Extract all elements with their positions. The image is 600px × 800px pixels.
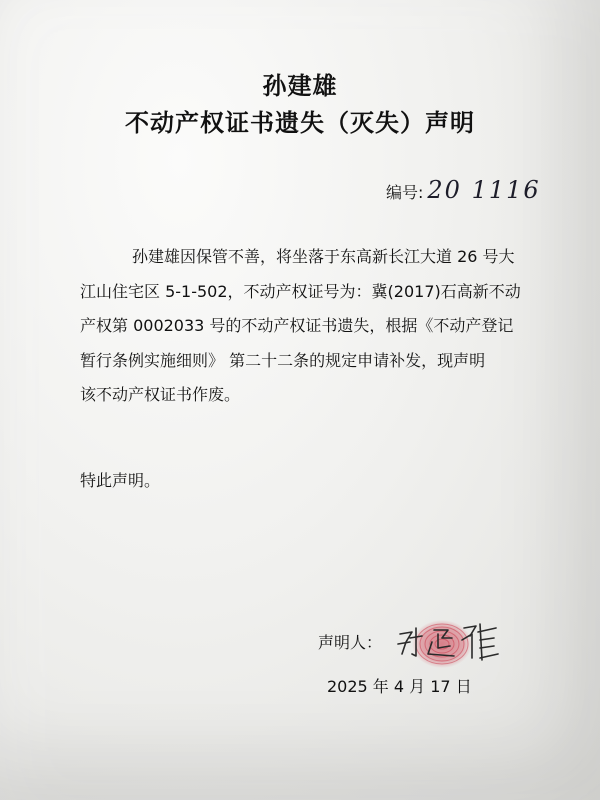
body-line: 产权第 0002033 号的不动产权证书遗失，根据《不动产登记 bbox=[80, 316, 514, 335]
body-line: 孙建雄因保管不善，将坐落于东高新长江大道 26 号大 bbox=[132, 247, 515, 266]
serial-handwritten-value: 20 1116 bbox=[427, 176, 541, 204]
declaration-body bbox=[80, 240, 535, 413]
signature-block bbox=[392, 614, 512, 676]
handwritten-signature bbox=[392, 614, 512, 676]
closing-statement: 特此声明。 bbox=[80, 471, 161, 490]
body-line: 江山住宅区 5-1-502，不动产权证号为：冀(2017)石高新不动 bbox=[80, 281, 521, 301]
body-line: 暂行条例实施细则》 第二十二条的规定申请补发，现声明 bbox=[80, 350, 486, 370]
serial-label: 编号: bbox=[386, 183, 424, 202]
declaration-date: 2025 年 4 月 17 日 bbox=[327, 677, 472, 696]
body-line: 该不动产权证书作废。 bbox=[80, 385, 241, 404]
serial-number bbox=[386, 176, 541, 204]
document-title: 不动产权证书遗失（灭失）声明 bbox=[125, 109, 475, 137]
document-title-name: 孙建雄 bbox=[262, 72, 338, 100]
declarant-label: 声明人： bbox=[318, 633, 383, 652]
